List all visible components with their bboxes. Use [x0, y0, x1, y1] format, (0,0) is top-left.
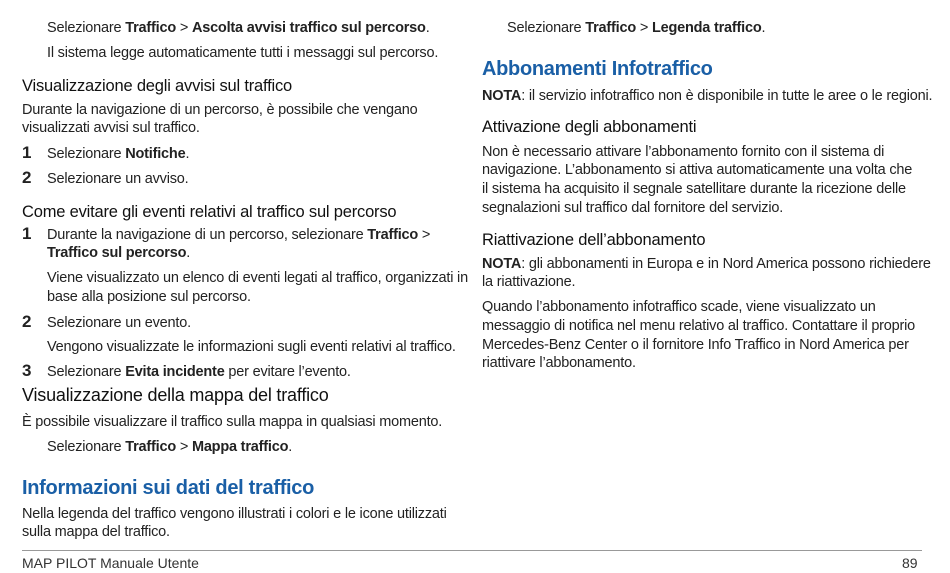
- section-heading: Riattivazione dell’abbonamento: [482, 231, 706, 249]
- step-number: 1: [22, 224, 32, 243]
- section-heading: Visualizzazione degli avvisi sul traffico: [22, 77, 292, 95]
- paragraph: messaggio di notifica nel menu relativo al traffico. Contattare il proprio: [482, 318, 916, 334]
- paragraph: visualizzati avvisi sul traffico.: [22, 120, 200, 136]
- paragraph: Quando l’abbonamento infotraffico scade, viene visualizzato un: [482, 299, 876, 315]
- top-step: Selezionare Traffico > Ascolta avvisi traffico sul percorso.: [47, 20, 430, 36]
- paragraph: Mercedes-Benz Center o il fornitore Info Traffico in Nord America per: [482, 337, 909, 353]
- paragraph: È possibile visualizzare il traffico sulla mappa in qualsiasi momento.: [22, 414, 443, 430]
- top-step-note: Il sistema legge automaticamente tutti i messaggi sul percorso.: [47, 45, 439, 61]
- paragraph: Durante la navigazione di un percorso, è possibile che vengano: [22, 102, 418, 118]
- step-number: 2: [22, 312, 32, 331]
- paragraph: sulla mappa del traffico.: [22, 524, 170, 540]
- step-note: base alla posizione sul percorso.: [47, 289, 251, 305]
- paragraph: segnalazioni sul traffico dal fornitore del servizio.: [482, 200, 784, 216]
- step-number: 3: [22, 361, 32, 380]
- chapter-heading: Informazioni sui dati del traffico: [22, 477, 315, 499]
- top-step: Selezionare Traffico > Legenda traffico.: [507, 20, 766, 36]
- step-text: Selezionare Notifiche.: [47, 146, 190, 162]
- step-text: Selezionare Evita incidente per evitare l’evento.: [47, 364, 351, 380]
- step-text: Selezionare un avviso.: [47, 171, 189, 187]
- page-number: 89: [902, 555, 918, 571]
- step-text: Traffico sul percorso.: [47, 245, 191, 261]
- note: la riattivazione.: [482, 274, 576, 290]
- step-text: Durante la navigazione di un percorso, selezionare Traffico >: [47, 227, 431, 243]
- footer-divider: [22, 550, 922, 551]
- manual-title: MAP PILOT Manuale Utente: [22, 555, 199, 571]
- step-note: Viene visualizzato un elenco di eventi legati al traffico, organizzati in: [47, 270, 468, 286]
- note: NOTA: il servizio infotraffico non è disponibile in tutte le aree o le regioni.: [482, 88, 933, 104]
- paragraph: Nella legenda del traffico vengono illustrati i colori e le icone utilizzati: [22, 506, 447, 522]
- step-number: 2: [22, 168, 32, 187]
- step-note: Vengono visualizzate le informazioni sugli eventi relativi al traffico.: [47, 339, 456, 355]
- paragraph: Non è necessario attivare l’abbonamento fornito con il sistema di: [482, 144, 885, 160]
- paragraph: navigazione. L’abbonamento si attiva automaticamente una volta che: [482, 162, 913, 178]
- paragraph: il sistema ha acquisito il segnale satellitare durante la ricezione delle: [482, 181, 906, 197]
- step-text: Selezionare un evento.: [47, 315, 191, 331]
- section-heading: Attivazione degli abbonamenti: [482, 118, 697, 136]
- note: NOTA: gli abbonamenti in Europa e in Nord America possono richiedere: [482, 256, 931, 272]
- section-heading: Come evitare gli eventi relativi al traffico sul percorso: [22, 203, 397, 221]
- section-heading: Visualizzazione della mappa del traffico: [22, 385, 329, 405]
- paragraph: riattivare l’abbonamento.: [482, 355, 636, 371]
- step-number: 1: [22, 143, 32, 162]
- step-text: Selezionare Traffico > Mappa traffico.: [47, 439, 293, 455]
- chapter-heading: Abbonamenti Infotraffico: [482, 58, 713, 80]
